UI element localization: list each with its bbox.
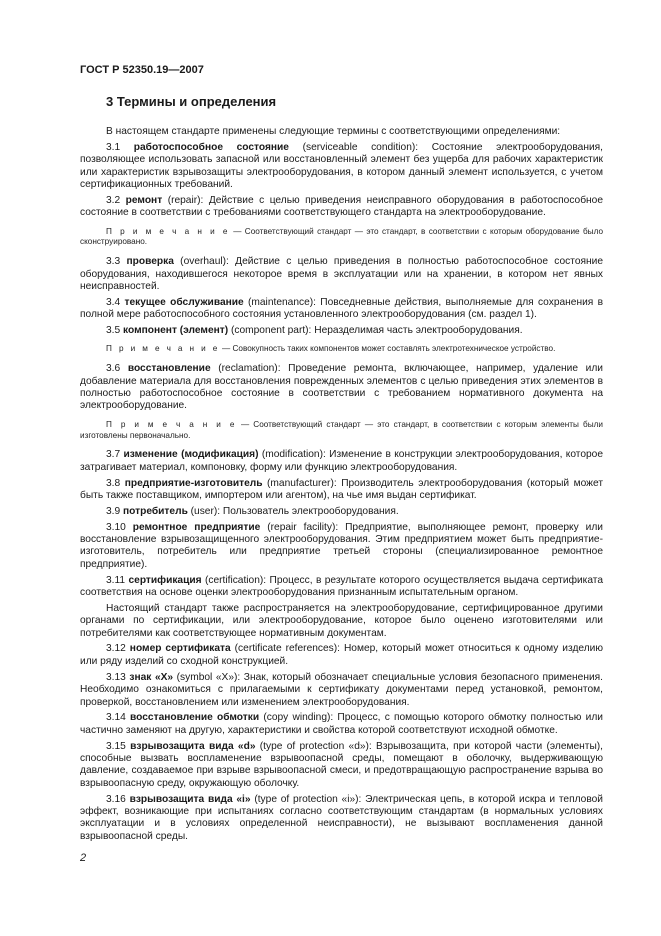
- body-paragraph: Настоящий стандарт также распространяется на электрооборудование, сертифицированное другими органами по сертификации, или электрооборудование, которое было оценено изготовителями или потребителями как соответствующее нормативным документам.: [80, 602, 603, 639]
- definition-paragraph: [80, 478, 603, 503]
- note-paragraph: [80, 420, 603, 442]
- definition-term: текущее обслуживание: [124, 296, 244, 308]
- note-text: — Совокупность таких компонентов может составлять электротехническое устройство.: [219, 344, 556, 354]
- definition-text: (user): Пользователь электрооборудования.: [187, 505, 399, 517]
- section-title: 3 Термины и определения: [106, 94, 277, 109]
- definition-number: 3.16: [106, 793, 126, 805]
- definition-term: изменение (модификация): [123, 449, 259, 461]
- definition-term: работоспособное состояние: [133, 141, 289, 153]
- definition-number: 3.12: [106, 643, 126, 655]
- definition-number: 3.3: [106, 256, 121, 268]
- definition-text: (serviceable condition): Состояние электрооборудования, позволяющее использовать запасной или восстановленный элемент без ущерба для рабочих характеристик или характеристик взрывозащиты электрооборудования, в котором данный элемент используется, с учетом сертификационных требований.: [80, 141, 603, 191]
- definition-paragraph: [80, 297, 603, 322]
- definition-paragraph: [80, 672, 603, 709]
- definition-text: (certification): Процесс, в результате которого осуществляется выдача сертификата соответствия на основе оценки электрооборудования признанным испытательным органом.: [80, 574, 603, 599]
- note-text: — Соответствующий стандарт — это стандарт, в соответствии с которым элементы были изготовлены первоначально.: [80, 419, 603, 440]
- definition-text: (maintenance): Повседневные действия, выполняемые для сохранения в полной мере работоспособного состояния установленного электрооборудования (см. раздел 1).: [80, 296, 604, 321]
- note-text: — Соответствующий стандарт — это стандарт, в соответствии с которым оборудование было сконструировано.: [80, 226, 603, 247]
- definition-text: (copy winding): Процесс, с помощью которого обмотку полностью или частично заменяют на другую, характеристики и свойства которой соответствуют исходной обмотке.: [80, 712, 603, 736]
- definition-text: (symbol «X»): Знак, который обозначает специальные условия безопасного применения. Необходимо ознакомиться с прилагаемыми к сертификату документами перед установкой, ремонтом, проверкой, восстановлением или изменением электрооборудования.: [80, 671, 603, 708]
- note-paragraph: [80, 344, 603, 355]
- definition-term: восстановление: [127, 363, 211, 375]
- definition-paragraph: [80, 522, 603, 572]
- definition-term: взрывозащита вида «i»: [129, 793, 251, 805]
- intro-paragraph: В настоящем стандарте применены следующие термины с соответствующими определениями:: [106, 126, 561, 137]
- definition-term: потребитель: [123, 505, 188, 517]
- definition-text: (reclamation): Проведение ремонта, включающее, например, удаление или добавление материала для восстановления поврежденных элементов с целью приведения этих элементов в полностью работоспособное состояние в соответствии с требованием нормативного документа на электрооборудование.: [80, 363, 603, 412]
- definition-text: (certificate references): Номер, который может относиться к одному изделию или ряду изделий со сходной конструкцией.: [80, 643, 603, 667]
- definition-term: ремонт: [125, 194, 163, 206]
- definition-paragraph: [80, 449, 603, 474]
- definition-term: компонент (элемент): [123, 325, 229, 337]
- page-number: 2: [80, 852, 87, 864]
- definition-term: знак «X»: [129, 671, 174, 683]
- definition-text: (repair facility): Предприятие, выполняющее ремонт, проверку или восстановление взрывозащищенного электрооборудования. Этим предприятием может быть предприятие-изготовитель, потребитель или предприятие третьей стороны (специализированное ремонтное предприятие).: [80, 521, 603, 570]
- definition-text: (overhaul): Действие с целью приведения в полностью работоспособное состояние оборудования, находившегося некоторое время в эксплуатации или на хранении, в котором нет явных неисправностей.: [80, 256, 603, 293]
- definition-number: 3.9: [106, 505, 121, 517]
- definition-number: 3.4: [106, 296, 121, 308]
- definition-paragraph: [80, 741, 603, 791]
- definition-paragraph: [80, 325, 603, 337]
- definition-paragraph: [80, 363, 603, 413]
- definition-text: (type of protection «i»): Электрическая цепь, в которой искра и тепловой эффект, возникающие при испытаниях согласно соответствующим стандартам (в нормальных условиях эксплуатации и в условиях определенной неисправности), не вызывают воспламенения данной взрывоопасной среды.: [80, 793, 603, 842]
- note-label: П р и м е ч а н и е: [106, 344, 220, 354]
- definition-term: предприятие-изготовитель: [124, 477, 263, 489]
- definition-number: 3.2: [106, 194, 121, 206]
- definition-paragraph: [80, 506, 603, 518]
- definition-number: 3.11: [106, 574, 126, 586]
- definition-number: 3.6: [106, 363, 121, 375]
- definition-term: взрывозащита вида «d»: [130, 740, 256, 752]
- definition-term: ремонтное предприятие: [132, 521, 261, 533]
- definition-text: (component part): Неразделимая часть электрооборудования.: [228, 325, 523, 337]
- note-label: П р и м е ч а н и е: [106, 226, 230, 236]
- definition-number: 3.14: [106, 712, 126, 724]
- definition-paragraph: [80, 794, 603, 844]
- definition-text: (type of protection «d»): Взрывозащита, при которой части (элементы), способные вызвать воспламенение взрывоопасной среды, помещают в оболочку, выдерживающую давление, создаваемое при взрыве взрывоопасной смеси, и предотвращающую распространение взрыва во взрывоопасную среду, окружающую оболочку.: [80, 740, 603, 789]
- definition-number: 3.1: [106, 141, 121, 153]
- note-paragraph: [80, 227, 603, 249]
- definition-paragraph: [80, 643, 603, 668]
- definitions-list: [80, 142, 603, 843]
- definition-number: 3.15: [106, 740, 126, 752]
- definition-text: (repair): Действие с целью приведения неисправного оборудования в работоспособное состояние в соответствии с требованиями соответствующего стандарта на электрооборудование.: [80, 194, 603, 219]
- definition-text: (modification): Изменение в конструкции электрооборудования, которое затрагивает материал, компоновку, форму или функцию электрооборудования.: [80, 449, 603, 473]
- definition-term: номер сертификата: [129, 643, 231, 655]
- definition-text: (manufacturer): Производитель электрооборудования (который может быть также поставщиком, импортером или агентом), на чье имя выдан сертификат.: [80, 477, 603, 502]
- definition-number: 3.10: [106, 521, 126, 533]
- definition-paragraph: [80, 712, 603, 737]
- document-header: ГОСТ Р 52350.19—2007: [80, 64, 204, 76]
- definition-number: 3.5: [106, 325, 121, 337]
- definition-term: проверка: [126, 256, 174, 268]
- definition-paragraph: [80, 142, 603, 192]
- definition-number: 3.13: [106, 671, 126, 683]
- definition-term: восстановление обмотки: [130, 712, 260, 724]
- definition-paragraph: [80, 575, 603, 600]
- definition-paragraph: [80, 195, 603, 220]
- definition-number: 3.8: [106, 477, 121, 489]
- section-content: [80, 126, 603, 847]
- note-label: П р и м е ч а н и е: [106, 419, 237, 429]
- definition-number: 3.7: [106, 449, 121, 461]
- definition-paragraph: [80, 256, 603, 293]
- definition-term: сертификация: [128, 574, 202, 586]
